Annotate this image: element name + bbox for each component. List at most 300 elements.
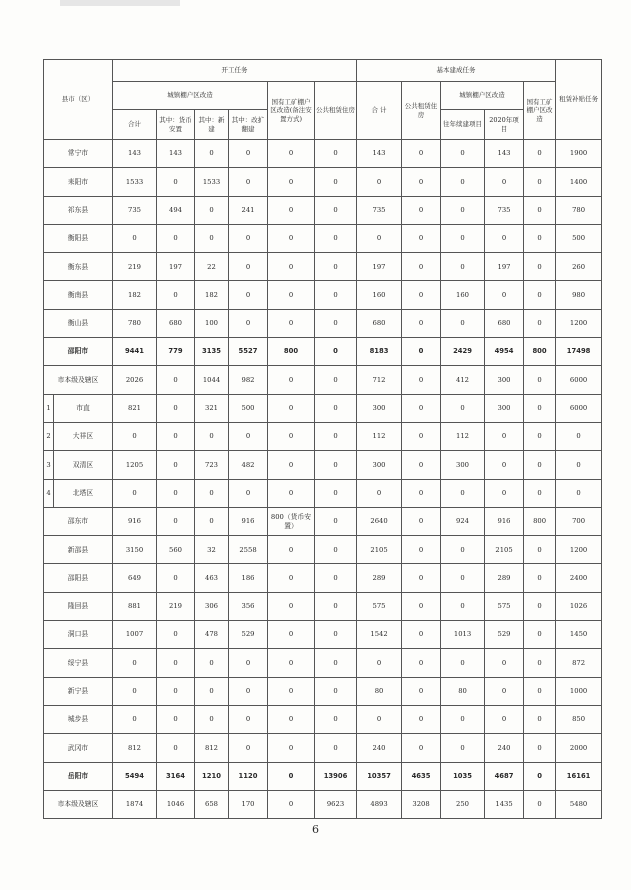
region-name-cell: 隆回县: [44, 592, 113, 620]
value-cell: 0: [113, 224, 157, 252]
value-cell: 0: [157, 479, 195, 507]
row-index-cell: 3: [44, 451, 54, 479]
value-cell: 0: [268, 140, 315, 168]
value-cell: 0: [229, 734, 268, 762]
value-cell: 0: [229, 281, 268, 309]
value-cell: 22: [195, 253, 229, 281]
value-cell: 260: [556, 253, 602, 281]
value-cell: 289: [485, 564, 524, 592]
value-cell: 680: [157, 309, 195, 337]
value-cell: 0: [524, 422, 556, 450]
value-cell: 0: [315, 196, 357, 224]
value-cell: 0: [268, 649, 315, 677]
value-cell: 0: [315, 592, 357, 620]
value-cell: 0: [157, 168, 195, 196]
value-cell: 0: [268, 451, 315, 479]
table-row: [44, 366, 602, 394]
value-cell: 300: [441, 451, 485, 479]
value-cell: 2026: [113, 366, 157, 394]
table-row: [44, 281, 602, 309]
region-name-cell: 衡阳县: [44, 224, 113, 252]
value-cell: 300: [357, 394, 402, 422]
value-cell: 0: [402, 479, 441, 507]
table-row: [44, 422, 602, 450]
value-cell: 112: [441, 422, 485, 450]
value-cell: 0: [524, 536, 556, 564]
value-cell: 160: [441, 281, 485, 309]
value-cell: 0: [229, 705, 268, 733]
value-cell: 160: [357, 281, 402, 309]
value-cell: 0: [524, 790, 556, 818]
header-guoyou2: 国有工矿棚户区改造: [524, 82, 556, 140]
value-cell: 0: [485, 168, 524, 196]
region-name-cell: 衡南县: [44, 281, 113, 309]
region-name-cell: 武冈市: [44, 734, 113, 762]
header-jiben: 基本建成任务: [357, 60, 556, 82]
table-body: [44, 140, 602, 819]
value-cell: 9623: [315, 790, 357, 818]
value-cell: 0: [524, 309, 556, 337]
value-cell: 0: [268, 592, 315, 620]
table-row: [44, 762, 602, 790]
value-cell: 649: [113, 564, 157, 592]
value-cell: 240: [485, 734, 524, 762]
value-cell: 0: [229, 253, 268, 281]
value-cell: 0: [315, 451, 357, 479]
value-cell: 0: [195, 649, 229, 677]
value-cell: 0: [268, 564, 315, 592]
value-cell: 0: [524, 621, 556, 649]
value-cell: 0: [441, 705, 485, 733]
value-cell: 881: [113, 592, 157, 620]
value-cell: 658: [195, 790, 229, 818]
value-cell: 0: [441, 224, 485, 252]
value-cell: 1013: [441, 621, 485, 649]
value-cell: 0: [229, 649, 268, 677]
region-name-cell: 新宁县: [44, 677, 113, 705]
row-index-cell: 4: [44, 479, 54, 507]
value-cell: 916: [113, 507, 157, 535]
value-cell: 0: [195, 705, 229, 733]
value-cell: 0: [402, 649, 441, 677]
value-cell: 80: [441, 677, 485, 705]
header-zulin-butie: 租赁补贴任务: [556, 60, 602, 140]
value-cell: 0: [524, 253, 556, 281]
value-cell: 143: [113, 140, 157, 168]
value-cell: 0: [315, 140, 357, 168]
value-cell: 0: [524, 394, 556, 422]
value-cell: 0: [402, 451, 441, 479]
value-cell: 0: [402, 366, 441, 394]
value-cell: 0: [402, 507, 441, 535]
value-cell: 0: [315, 394, 357, 422]
value-cell: 0: [402, 564, 441, 592]
region-name-cell: 大祥区: [54, 422, 113, 450]
value-cell: 0: [524, 564, 556, 592]
value-cell: 780: [556, 196, 602, 224]
value-cell: 1533: [113, 168, 157, 196]
value-cell: 0: [268, 366, 315, 394]
value-cell: 4954: [485, 338, 524, 366]
value-cell: 0: [315, 422, 357, 450]
header-gaikuo: 其中：改扩翻建: [229, 110, 268, 140]
value-cell: 0: [229, 168, 268, 196]
value-cell: 0: [195, 507, 229, 535]
page-number: 6: [312, 823, 319, 836]
header-heji: 合计: [113, 110, 157, 140]
table-row: [44, 564, 602, 592]
table-row: [44, 790, 602, 818]
header-chengzhen2: 城镇棚户区改造: [441, 82, 524, 110]
value-cell: 0: [268, 677, 315, 705]
value-cell: 0: [524, 281, 556, 309]
value-cell: 0: [441, 734, 485, 762]
value-cell: 0: [357, 649, 402, 677]
value-cell: 735: [485, 196, 524, 224]
value-cell: 1120: [229, 762, 268, 790]
value-cell: 478: [195, 621, 229, 649]
region-name-cell: 衡东县: [44, 253, 113, 281]
value-cell: 872: [556, 649, 602, 677]
value-cell: 0: [229, 224, 268, 252]
table-row: [44, 734, 602, 762]
value-cell: 800（货币安置）: [268, 507, 315, 535]
value-cell: 1046: [157, 790, 195, 818]
region-name-cell: 双清区: [54, 451, 113, 479]
value-cell: 197: [485, 253, 524, 281]
region-name-cell: 邵阳县: [44, 564, 113, 592]
value-cell: 0: [268, 281, 315, 309]
value-cell: 0: [402, 705, 441, 733]
table-row: [44, 536, 602, 564]
value-cell: 2000: [556, 734, 602, 762]
value-cell: 0: [524, 677, 556, 705]
value-cell: 0: [402, 196, 441, 224]
header-region: 县市（区）: [44, 60, 113, 140]
value-cell: 0: [357, 168, 402, 196]
header-gonggong-zulin-1: 公共租赁住房: [315, 82, 357, 140]
value-cell: 170: [229, 790, 268, 818]
value-cell: 0: [441, 394, 485, 422]
value-cell: 0: [556, 451, 602, 479]
value-cell: 0: [315, 253, 357, 281]
value-cell: 800: [268, 338, 315, 366]
header-gonggong-zulin-2: 公共租赁住房: [402, 82, 441, 140]
value-cell: 80: [357, 677, 402, 705]
value-cell: 0: [315, 621, 357, 649]
value-cell: 980: [556, 281, 602, 309]
value-cell: 0: [268, 734, 315, 762]
value-cell: 575: [485, 592, 524, 620]
value-cell: 0: [268, 762, 315, 790]
value-cell: 0: [315, 309, 357, 337]
value-cell: 0: [441, 592, 485, 620]
header-2020: 2020年项目: [485, 110, 524, 140]
value-cell: 0: [357, 224, 402, 252]
value-cell: 529: [485, 621, 524, 649]
value-cell: 712: [357, 366, 402, 394]
value-cell: 100: [195, 309, 229, 337]
value-cell: 0: [441, 253, 485, 281]
value-cell: 0: [556, 422, 602, 450]
value-cell: 700: [556, 507, 602, 535]
value-cell: 0: [113, 649, 157, 677]
housing-task-table: [43, 59, 602, 819]
value-cell: 0: [268, 422, 315, 450]
value-cell: 0: [268, 394, 315, 422]
value-cell: 0: [157, 621, 195, 649]
value-cell: 0: [402, 621, 441, 649]
value-cell: 5494: [113, 762, 157, 790]
value-cell: 0: [315, 479, 357, 507]
value-cell: 780: [113, 309, 157, 337]
value-cell: 560: [157, 536, 195, 564]
region-name-cell: 耒阳市: [44, 168, 113, 196]
table-row: [44, 394, 602, 422]
value-cell: 575: [357, 592, 402, 620]
value-cell: 0: [268, 536, 315, 564]
value-cell: 494: [157, 196, 195, 224]
value-cell: 5527: [229, 338, 268, 366]
value-cell: 1200: [556, 309, 602, 337]
value-cell: 0: [315, 224, 357, 252]
header-kaigong: 开工任务: [113, 60, 357, 82]
value-cell: 0: [157, 451, 195, 479]
value-cell: 182: [113, 281, 157, 309]
table-row: [44, 224, 602, 252]
value-cell: 0: [315, 168, 357, 196]
value-cell: 0: [113, 705, 157, 733]
value-cell: 0: [113, 677, 157, 705]
value-cell: 4893: [357, 790, 402, 818]
value-cell: 0: [268, 309, 315, 337]
region-name-cell: 邵阳市: [44, 338, 113, 366]
table-row: [44, 196, 602, 224]
table-row: [44, 479, 602, 507]
value-cell: 0: [195, 224, 229, 252]
value-cell: 219: [157, 592, 195, 620]
region-name-cell: 市直: [54, 394, 113, 422]
value-cell: 1000: [556, 677, 602, 705]
table-row: [44, 705, 602, 733]
value-cell: 0: [315, 338, 357, 366]
value-cell: 800: [524, 507, 556, 535]
value-cell: 5480: [556, 790, 602, 818]
value-cell: 1900: [556, 140, 602, 168]
value-cell: 0: [315, 649, 357, 677]
value-cell: 2105: [357, 536, 402, 564]
value-cell: 680: [485, 309, 524, 337]
value-cell: 0: [113, 422, 157, 450]
value-cell: 3164: [157, 762, 195, 790]
value-cell: 0: [157, 649, 195, 677]
value-cell: 0: [157, 394, 195, 422]
value-cell: 0: [195, 422, 229, 450]
value-cell: 0: [315, 281, 357, 309]
region-name-cell: 市本级及辖区: [44, 366, 113, 394]
value-cell: 779: [157, 338, 195, 366]
table-row: [44, 253, 602, 281]
value-cell: 1874: [113, 790, 157, 818]
value-cell: 0: [315, 366, 357, 394]
table-row: [44, 451, 602, 479]
value-cell: 0: [441, 649, 485, 677]
value-cell: 0: [113, 479, 157, 507]
value-cell: 306: [195, 592, 229, 620]
value-cell: 680: [357, 309, 402, 337]
value-cell: 500: [556, 224, 602, 252]
table-row: [44, 677, 602, 705]
region-name-cell: 市本级及辖区: [44, 790, 113, 818]
value-cell: 850: [556, 705, 602, 733]
value-cell: 0: [485, 705, 524, 733]
value-cell: 0: [441, 168, 485, 196]
value-cell: 1435: [485, 790, 524, 818]
value-cell: 13906: [315, 762, 357, 790]
value-cell: 0: [402, 338, 441, 366]
value-cell: 800: [524, 338, 556, 366]
value-cell: 1542: [357, 621, 402, 649]
value-cell: 0: [524, 196, 556, 224]
value-cell: 0: [157, 734, 195, 762]
value-cell: 250: [441, 790, 485, 818]
value-cell: 0: [441, 309, 485, 337]
value-cell: 0: [402, 281, 441, 309]
value-cell: 0: [485, 224, 524, 252]
value-cell: 289: [357, 564, 402, 592]
table-row: [44, 621, 602, 649]
value-cell: 0: [157, 422, 195, 450]
value-cell: 10357: [357, 762, 402, 790]
value-cell: 0: [157, 677, 195, 705]
value-cell: 0: [229, 677, 268, 705]
value-cell: 143: [485, 140, 524, 168]
value-cell: 0: [524, 649, 556, 677]
value-cell: 812: [195, 734, 229, 762]
value-cell: 0: [402, 253, 441, 281]
value-cell: 1210: [195, 762, 229, 790]
header-guoyou-gongkuang: 国有工矿棚户区改造(备注安置方式): [268, 82, 315, 140]
value-cell: 0: [556, 479, 602, 507]
value-cell: 0: [268, 621, 315, 649]
region-name-cell: 绥宁县: [44, 649, 113, 677]
scan-smudge: [60, 0, 180, 6]
region-name-cell: 城步县: [44, 705, 113, 733]
header-heji2: 合 计: [357, 82, 402, 140]
value-cell: 1533: [195, 168, 229, 196]
row-index-cell: 1: [44, 394, 54, 422]
value-cell: 0: [524, 734, 556, 762]
value-cell: 1450: [556, 621, 602, 649]
value-cell: 2400: [556, 564, 602, 592]
value-cell: 916: [485, 507, 524, 535]
value-cell: 0: [195, 479, 229, 507]
value-cell: 0: [441, 479, 485, 507]
value-cell: 2558: [229, 536, 268, 564]
value-cell: 0: [402, 168, 441, 196]
value-cell: 0: [268, 705, 315, 733]
value-cell: 241: [229, 196, 268, 224]
value-cell: 735: [113, 196, 157, 224]
value-cell: 0: [441, 196, 485, 224]
value-cell: 982: [229, 366, 268, 394]
value-cell: 197: [357, 253, 402, 281]
value-cell: 0: [357, 705, 402, 733]
value-cell: 240: [357, 734, 402, 762]
value-cell: 0: [315, 677, 357, 705]
value-cell: 0: [315, 536, 357, 564]
value-cell: 735: [357, 196, 402, 224]
value-cell: 0: [524, 451, 556, 479]
value-cell: 0: [402, 224, 441, 252]
value-cell: 2105: [485, 536, 524, 564]
value-cell: 197: [157, 253, 195, 281]
region-name-cell: 岳阳市: [44, 762, 113, 790]
value-cell: 9441: [113, 338, 157, 366]
value-cell: 112: [357, 422, 402, 450]
value-cell: 0: [524, 168, 556, 196]
value-cell: 1400: [556, 168, 602, 196]
value-cell: 1044: [195, 366, 229, 394]
value-cell: 4687: [485, 762, 524, 790]
value-cell: 0: [485, 422, 524, 450]
value-cell: 1007: [113, 621, 157, 649]
value-cell: 0: [195, 140, 229, 168]
region-name-cell: 北塔区: [54, 479, 113, 507]
value-cell: 143: [357, 140, 402, 168]
value-cell: 0: [315, 564, 357, 592]
value-cell: 0: [402, 422, 441, 450]
value-cell: 482: [229, 451, 268, 479]
value-cell: 0: [402, 536, 441, 564]
value-cell: 0: [485, 451, 524, 479]
value-cell: 1026: [556, 592, 602, 620]
value-cell: 3208: [402, 790, 441, 818]
value-cell: 0: [229, 309, 268, 337]
value-cell: 356: [229, 592, 268, 620]
value-cell: 0: [157, 564, 195, 592]
value-cell: 8183: [357, 338, 402, 366]
value-cell: 723: [195, 451, 229, 479]
header-xunian: 往年续建项目: [441, 110, 485, 140]
value-cell: 821: [113, 394, 157, 422]
value-cell: 0: [402, 309, 441, 337]
value-cell: 321: [195, 394, 229, 422]
value-cell: 182: [195, 281, 229, 309]
value-cell: 16161: [556, 762, 602, 790]
table-row: [44, 592, 602, 620]
value-cell: 0: [441, 536, 485, 564]
value-cell: 529: [229, 621, 268, 649]
value-cell: 0: [524, 224, 556, 252]
value-cell: 0: [315, 705, 357, 733]
value-cell: 812: [113, 734, 157, 762]
value-cell: 0: [441, 564, 485, 592]
table-row: [44, 140, 602, 168]
value-cell: 0: [268, 790, 315, 818]
value-cell: 2640: [357, 507, 402, 535]
table-row: [44, 309, 602, 337]
value-cell: 0: [268, 168, 315, 196]
value-cell: 916: [229, 507, 268, 535]
value-cell: 0: [157, 224, 195, 252]
value-cell: 1035: [441, 762, 485, 790]
value-cell: 186: [229, 564, 268, 592]
value-cell: 300: [357, 451, 402, 479]
value-cell: 924: [441, 507, 485, 535]
value-cell: 0: [402, 140, 441, 168]
value-cell: 219: [113, 253, 157, 281]
